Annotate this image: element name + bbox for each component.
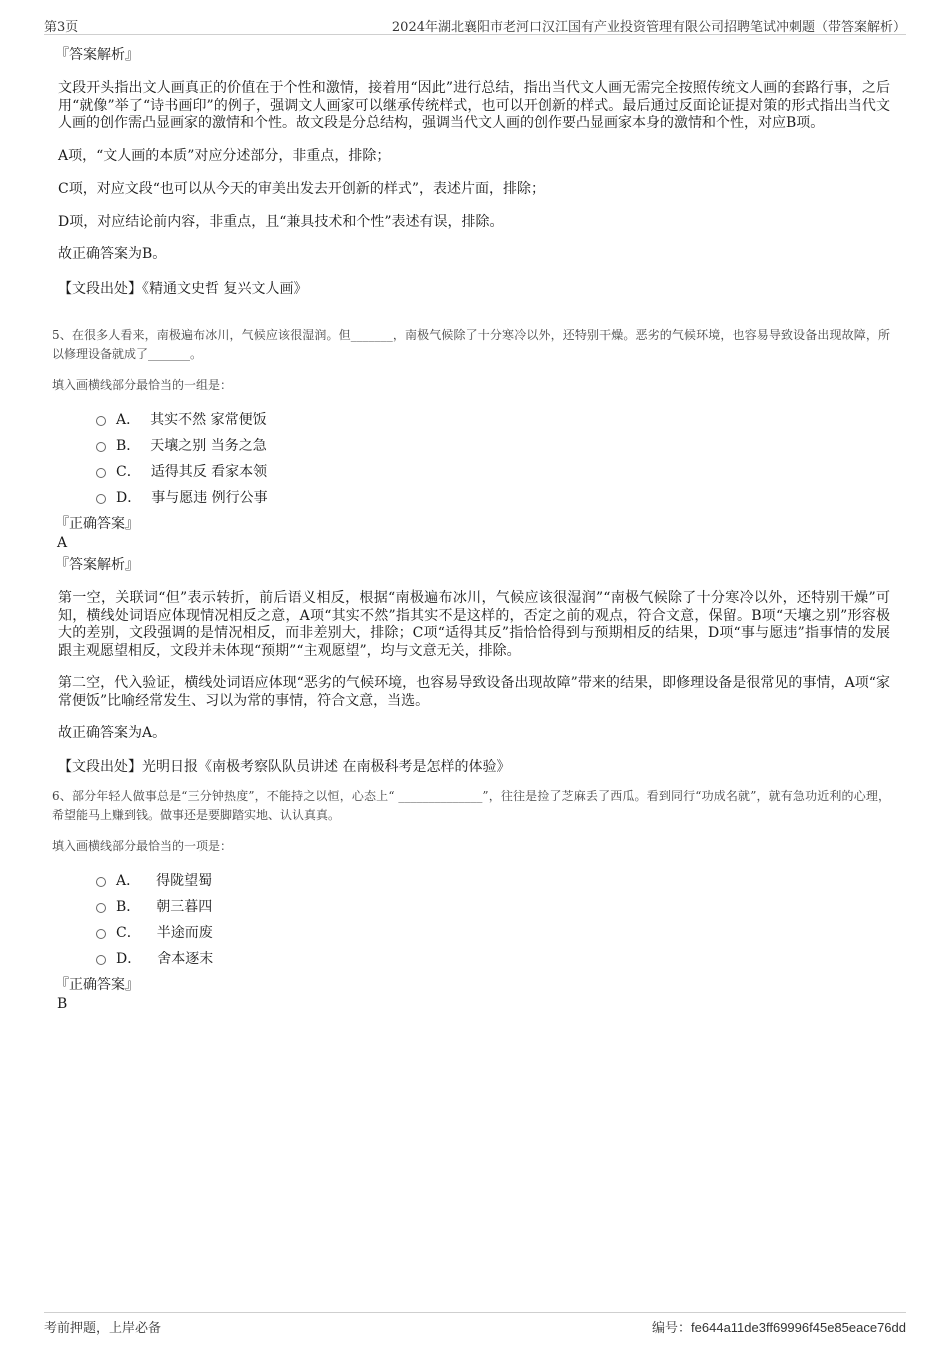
radio-button-icon[interactable] (96, 442, 106, 452)
option-a[interactable]: A． 其实不然 家常便饭 (96, 406, 890, 432)
option-list (58, 867, 890, 971)
analysis-paragraph: D项，对应结论前内容，非重点，且“兼具技术和个性”表述有误，排除。 (58, 213, 504, 230)
radio-button-icon[interactable] (96, 929, 106, 939)
analysis-paragraph: A项，“文人画的本质”对应分述部分，非重点，排除； (58, 147, 391, 164)
option-b[interactable]: B． 朝三暮四 (96, 893, 890, 919)
question-stem: 5、在很多人看来，南极遍布冰川，气候应该很湿润。但_______，南极气候除了十分寒冷以外，还特别干燥。恶劣的气候环境，也容易导致设备出现故障，所以修理设备就成了_______。 (52, 328, 890, 361)
radio-button-icon[interactable] (96, 494, 106, 504)
radio-button-icon[interactable] (96, 903, 106, 913)
option-b[interactable]: B． 天壤之别 当务之急 (96, 432, 890, 458)
option-d[interactable]: D． 事与愿违 例行公事 (96, 484, 890, 510)
page-header (44, 14, 906, 35)
analysis-paragraph: 第一空，关联词“但”表示转折，前后语义相反，根据“南极遍布冰川，气候应该很湿润”“南极气候除了十分寒冷以外，还特别干燥”可知，横线处词语应体现情况相反之意，A项“其实不然”指其实不是这样的，否定之前的观点，符合文意，保留。B项“天壤之别”形容极大的差别，文段强调的是情况相反，而非差别大，排除；C项“适得其反”指恰恰得到与预期相反的结果，D项“事与愿违”指事情的发展跟主观愿望相反，文段并未体现“预期”“主观愿望”，均与文意无关，排除。 (58, 590, 890, 659)
radio-button-icon[interactable] (96, 468, 106, 478)
correct-answer-label: 『正确答案』 (55, 516, 139, 532)
radio-button-icon[interactable] (96, 877, 106, 887)
source-citation: 【文段出处】《精通文史哲 复兴文人画》 (58, 280, 308, 297)
option-c[interactable]: C． 半途而废 (96, 919, 890, 945)
option-c[interactable]: C． 适得其反 看家本领 (96, 458, 890, 484)
page-content (52, 45, 890, 1013)
page-footer (44, 1312, 906, 1335)
option-list (58, 406, 890, 510)
question-stem: 6、部分年轻人做事总是“三分钟热度”，不能持之以恒，心态上“ ______________”，往往是捡了芝麻丢了西瓜。看到同行“功成名就”，就有急功近利的心理，希望能马上赚到钱。做事还是要脚踏实地、认认真真。 (52, 789, 890, 822)
answer-conclusion: 故正确答案为B。 (58, 246, 167, 262)
correct-answer-label: 『正确答案』 (55, 977, 139, 993)
analysis-paragraph: 文段开头指出文人画真正的价值在于个性和激情，接着用“因此”进行总结，指出当代文人画无需完全按照传统文人画的套路行事，之后用“就像”举了“诗书画印”的例子，强调文人画家可以继承传统样式，也可以开创新的样式。最后通过反面论证提对策的形式指出当代文人画的创作需凸显画家的激情和个性。故文段是分总结构，强调当代文人画的创作要凸显画家本身的激情和个性，对应B项。 (58, 80, 890, 131)
radio-button-icon[interactable] (96, 955, 106, 965)
correct-answer: B (57, 996, 68, 1012)
question-prompt: 填入画横线部分最恰当的一项是： (52, 839, 233, 853)
answer-conclusion: 故正确答案为A。 (58, 725, 167, 741)
analysis-paragraph: 第二空，代入验证，横线处词语应体现“恶劣的气候环境，也容易导致设备出现故障”带来的结果，即修理设备是很常见的事情，A项“家常便饭”比喻经常发生、习以为常的事情，符合文意，当选。 (58, 675, 890, 709)
question-prompt: 填入画横线部分最恰当的一组是： (52, 378, 233, 392)
document-title: 2024年湖北襄阳市老河口汉江国有产业投资管理有限公司招聘笔试冲刺题（带答案解析） (391, 20, 906, 35)
analysis-paragraph: C项，对应文段“也可以从今天的审美出发去开创新的样式”，表述片面，排除； (58, 181, 546, 197)
analysis-label: 『答案解析』 (55, 557, 139, 573)
option-a[interactable]: A． 得陇望蜀 (96, 867, 890, 893)
radio-button-icon[interactable] (96, 416, 106, 426)
option-d[interactable]: D． 舍本逐末 (96, 945, 890, 971)
analysis-label: 『答案解析』 (55, 47, 139, 63)
footer-slogan: 考前押题，上岸必备 (44, 1321, 162, 1336)
page-number: 第3页 (44, 20, 79, 35)
document-id: 编号：fe644a11de3ff69996f45e85eace76dd (652, 1320, 906, 1335)
correct-answer: A (57, 535, 68, 551)
source-citation: 【文段出处】光明日报《南极考察队队员讲述 在南极科考是怎样的体验》 (58, 758, 511, 775)
